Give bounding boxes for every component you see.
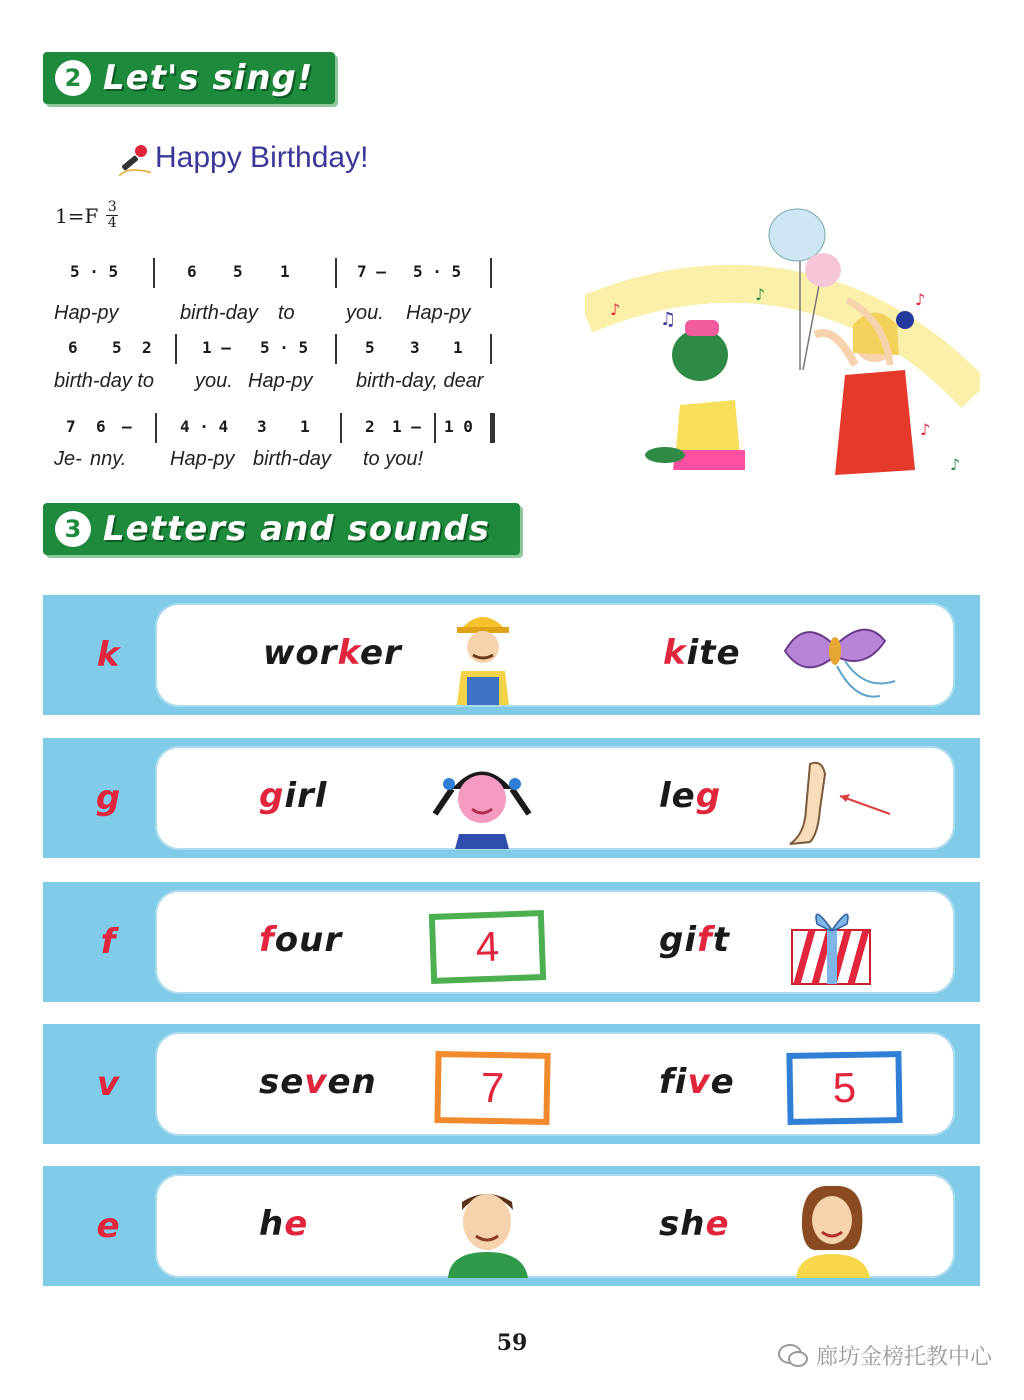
word-four: four bbox=[259, 920, 343, 960]
number-card-icon: 4 bbox=[429, 910, 546, 984]
svg-text:♪: ♪ bbox=[920, 420, 931, 439]
svg-text:♪: ♪ bbox=[950, 455, 961, 474]
lyric: to you! bbox=[363, 448, 424, 470]
note: 5 bbox=[112, 338, 122, 357]
score-notes-line-1 bbox=[50, 258, 510, 290]
word-seven: seven bbox=[259, 1062, 377, 1102]
note: 5 · 5 bbox=[413, 262, 462, 281]
time-bottom: 4 bbox=[107, 215, 117, 231]
section-title: Letters and sounds bbox=[103, 509, 491, 549]
note: 2 bbox=[365, 417, 375, 436]
bar-line bbox=[175, 334, 177, 364]
note: 3 bbox=[410, 338, 420, 357]
worker-icon bbox=[443, 605, 523, 705]
lyric: birth-day bbox=[180, 302, 258, 324]
word-five: five bbox=[659, 1062, 735, 1102]
letter-row-f bbox=[43, 882, 980, 1002]
page-number: 59 bbox=[496, 1330, 528, 1356]
lyric: Je- bbox=[54, 448, 82, 470]
note: 1 bbox=[453, 338, 463, 357]
wechat-icon bbox=[778, 1343, 808, 1369]
word-card bbox=[155, 746, 955, 850]
lyric: birth-day, dear bbox=[356, 370, 484, 392]
section-header-letters-and-sounds bbox=[43, 503, 520, 555]
lyrics-line-1 bbox=[50, 302, 520, 330]
note: 1 bbox=[280, 262, 290, 281]
row-letter: v bbox=[96, 1064, 120, 1104]
note: 6 bbox=[187, 262, 197, 281]
bar-line bbox=[490, 334, 492, 364]
row-letter: f bbox=[100, 922, 116, 962]
lyric: you. bbox=[195, 370, 233, 392]
score-notes-line-3 bbox=[50, 413, 510, 445]
note: 5 bbox=[233, 262, 243, 281]
row-letter: k bbox=[96, 635, 120, 675]
gift-icon bbox=[787, 902, 877, 987]
word-girl: girl bbox=[259, 776, 328, 816]
svg-text:♫: ♫ bbox=[660, 309, 677, 330]
word-he: he bbox=[259, 1204, 309, 1244]
number-card-icon: 5 bbox=[786, 1051, 902, 1125]
note: 4 · 4 bbox=[180, 417, 229, 436]
note: 5 bbox=[365, 338, 375, 357]
note: 2 bbox=[142, 338, 152, 357]
letter-row-k bbox=[43, 595, 980, 715]
note: – bbox=[122, 417, 132, 436]
bar-line bbox=[490, 258, 492, 288]
watermark bbox=[778, 1340, 992, 1371]
bar-line bbox=[335, 258, 337, 288]
lyric: Hap-py bbox=[248, 370, 313, 392]
bar-line bbox=[335, 334, 337, 364]
lyric: Hap-py bbox=[54, 302, 119, 324]
bar-line bbox=[434, 413, 436, 443]
lyric: to bbox=[278, 302, 295, 324]
song-title bbox=[115, 140, 368, 176]
microphone-icon bbox=[115, 140, 151, 176]
letter-row-g bbox=[43, 738, 980, 858]
word-worker: worker bbox=[263, 633, 402, 673]
word-card bbox=[155, 1032, 955, 1136]
note: 7 – bbox=[357, 262, 386, 281]
lyric: you. bbox=[346, 302, 384, 324]
birthday-illustration bbox=[585, 205, 980, 480]
note: 1 bbox=[300, 417, 310, 436]
note: 1 – bbox=[392, 417, 421, 436]
word-card bbox=[155, 1174, 955, 1278]
note: 6 bbox=[68, 338, 78, 357]
lyric: nny. bbox=[90, 448, 127, 470]
boy-icon bbox=[440, 1180, 535, 1278]
row-letter: e bbox=[96, 1206, 120, 1246]
note: 3 bbox=[257, 417, 267, 436]
section-number: 3 bbox=[55, 511, 91, 547]
key-signature bbox=[55, 200, 118, 231]
row-letter: g bbox=[95, 778, 121, 818]
svg-text:♪: ♪ bbox=[915, 290, 926, 309]
lyric: birth-day to bbox=[54, 370, 155, 392]
note: 7 bbox=[66, 417, 76, 436]
number-card-icon: 7 bbox=[434, 1051, 550, 1125]
svg-text:♪: ♪ bbox=[755, 285, 766, 304]
score-notes-line-2 bbox=[50, 334, 510, 366]
word-card bbox=[155, 890, 955, 994]
key-text: 1=F bbox=[55, 203, 99, 228]
lyric: birth-day bbox=[253, 448, 331, 470]
note: 5 · 5 bbox=[260, 338, 309, 357]
letter-row-v bbox=[43, 1024, 980, 1144]
lyrics-line-2 bbox=[50, 370, 520, 398]
song-title-text: Happy Birthday! bbox=[155, 141, 369, 174]
bar-line bbox=[340, 413, 342, 443]
note: 6 bbox=[96, 417, 106, 436]
woman-icon bbox=[790, 1178, 875, 1278]
time-signature bbox=[106, 200, 118, 231]
section-title: Let's sing! bbox=[103, 58, 314, 98]
lyric: Hap-py bbox=[406, 302, 471, 324]
letter-row-e bbox=[43, 1166, 980, 1286]
bar-line bbox=[153, 258, 155, 288]
time-top: 3 bbox=[107, 199, 117, 215]
kite-icon bbox=[775, 611, 905, 701]
lyrics-line-3 bbox=[50, 448, 520, 476]
word-she: she bbox=[659, 1204, 730, 1244]
word-card bbox=[155, 603, 955, 707]
leg-icon bbox=[780, 754, 900, 849]
word-gift: gift bbox=[659, 920, 731, 960]
section-number: 2 bbox=[55, 60, 91, 96]
word-leg: leg bbox=[659, 776, 722, 816]
word-kite: kite bbox=[663, 633, 741, 673]
final-bar-line bbox=[490, 413, 495, 443]
girl-icon bbox=[427, 754, 537, 849]
note: 5 · 5 bbox=[70, 262, 119, 281]
note: 1 0 bbox=[444, 417, 473, 436]
section-header-lets-sing bbox=[43, 52, 335, 104]
note: 1 – bbox=[202, 338, 231, 357]
svg-text:♪: ♪ bbox=[610, 300, 621, 319]
bar-line bbox=[155, 413, 157, 443]
watermark-text: 廊坊金榜托教中心 bbox=[815, 1345, 992, 1370]
lyric: Hap-py bbox=[170, 448, 235, 470]
